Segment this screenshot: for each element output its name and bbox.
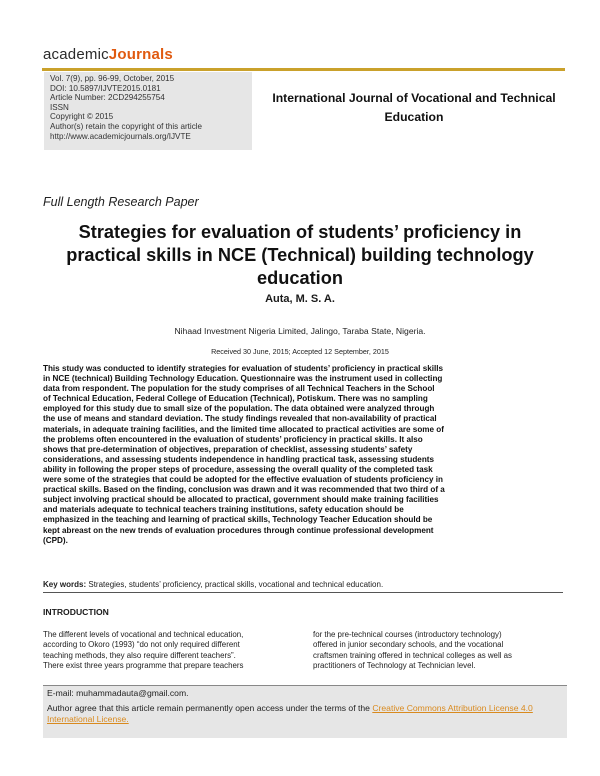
- logo-journals: Journals: [108, 46, 173, 63]
- license-link[interactable]: Creative Commons Attribution License 4.0 International License.: [47, 703, 533, 724]
- abstract: [43, 364, 563, 546]
- author: Auta, M. S. A.: [265, 293, 335, 305]
- abstract-line: (CPD).: [43, 535, 68, 545]
- body-line: practitioners of Technology at Technician level.: [313, 660, 476, 670]
- info-doi[interactable]: DOI: 10.5897/IJVTE2015.0181: [50, 83, 161, 93]
- body-line: teaching methods, they also require different teachers”.: [43, 650, 236, 660]
- abstract-line: the problems often encountered in the evaluation of students’ proficiency in practical skills. It also: [43, 434, 423, 444]
- abstract-line: were some of the strategies that could be adopted for the effective evaluation of students proficiency in: [43, 475, 444, 485]
- body-line: offered in junior secondary schools, and the vocational: [313, 640, 504, 650]
- abstract-line: subject involving practical should be allocated to practical, government should make training facilities: [43, 495, 439, 505]
- abstract-line: employed for this study due to small size of the population. The data obtained were analyzed through: [43, 404, 435, 414]
- abstract-line: This study was conducted to identify strategies for evaluation of students’ proficiency in practical skills: [43, 364, 444, 373]
- title-line: Strategies for evaluation of students’ proficiency in: [78, 222, 522, 242]
- abstract-line: data from respondent. The population for the study comprises of all Technical Teachers in the School: [43, 384, 435, 394]
- info-rights: Author(s) retain the copyright of this article: [50, 121, 203, 131]
- abstract-line: ability in following the proper steps of procedure, assessing the overall quality of the completed task: [43, 464, 433, 474]
- paper-type: Full Length Research Paper: [43, 195, 199, 209]
- abstract-line: and materials adequate to technical teachers training institutions, safety education should be: [43, 505, 404, 515]
- paper-title: [40, 221, 560, 290]
- body-line: according to Okoro (1993) “do not only required different: [43, 640, 240, 650]
- info-article-number: Article Number: 2CD294255754: [50, 93, 165, 103]
- logo-academic: academic: [43, 46, 109, 63]
- journal-title-line: Education: [384, 110, 444, 124]
- article-info: [50, 74, 202, 141]
- abstract-line: emphasized in the teaching and learning of practical skills, Technology Teacher Education should be: [43, 515, 433, 525]
- body-column-left: [43, 630, 293, 671]
- journal-title-line: International Journal of Vocational and Technical: [272, 91, 556, 105]
- info-url[interactable]: http://www.academicjournals.org/IJVTE: [50, 131, 191, 141]
- body-line: craftsmen training offered in technical colleges as well as: [313, 650, 512, 660]
- abstract-line: shows that pre-determination of objectives, preparation of checklist, assessing students’ safety: [43, 444, 413, 454]
- info-copyright: Copyright © 2015: [50, 112, 114, 122]
- abstract-line: the use of means and standard deviation. The study findings revealed that non-availability of practical: [43, 414, 437, 424]
- header-rule: [42, 68, 565, 71]
- abstract-line: practical skills. Based on the finding, conclusion was drawn and it was recommended that two third of a: [43, 485, 445, 495]
- section-heading-introduction: INTRODUCTION: [43, 607, 109, 617]
- author-email[interactable]: E-mail: muhammadauta@gmail.com.: [47, 688, 189, 698]
- keywords-text: Strategies, students’ proficiency, practical skills, vocational and technical education.: [88, 580, 384, 589]
- received-dates: Received 30 June, 2015; Accepted 12 September, 2015: [211, 347, 389, 356]
- keywords: [43, 580, 563, 593]
- body-column-right: [313, 630, 563, 671]
- abstract-line: kept abreast on the new trends of evaluation procedures through continue professional development: [43, 525, 434, 535]
- publisher-logo: [43, 46, 173, 63]
- info-issn: ISSN: [50, 102, 69, 112]
- journal-title: [262, 89, 566, 127]
- keywords-label: Key words:: [43, 580, 87, 589]
- affiliation: Nihaad Investment Nigeria Limited, Jalingo, Taraba State, Nigeria.: [174, 326, 426, 336]
- abstract-line: materials, in adequate training facilities, and the limited time allocated to practical activities are some of: [43, 424, 444, 434]
- info-volume: Vol. 7(9), pp. 96-99, October, 2015: [50, 74, 175, 83]
- title-line: education: [257, 268, 343, 288]
- body-line: There exist three years programme that prepare teachers: [43, 660, 244, 670]
- title-line: practical skills in NCE (Technical) building technology: [66, 245, 534, 265]
- body-line: for the pre-technical courses (introductory technology): [313, 630, 502, 639]
- open-access-note: [47, 703, 565, 725]
- abstract-line: of Technical Education, Federal College of Education (Technical), Potiskum. There was no sampling: [43, 394, 428, 404]
- body-line: The different levels of vocational and technical education,: [43, 630, 244, 639]
- open-access-text: Author agree that this article remain permanently open access under the terms of the: [47, 703, 373, 713]
- abstract-line: in NCE (technical) Building Technology Education. Questionnaire was the instrument used in collecting: [43, 374, 443, 384]
- abstract-line: considerations, and assessing students independence in handling practical task, assessing students: [43, 454, 435, 464]
